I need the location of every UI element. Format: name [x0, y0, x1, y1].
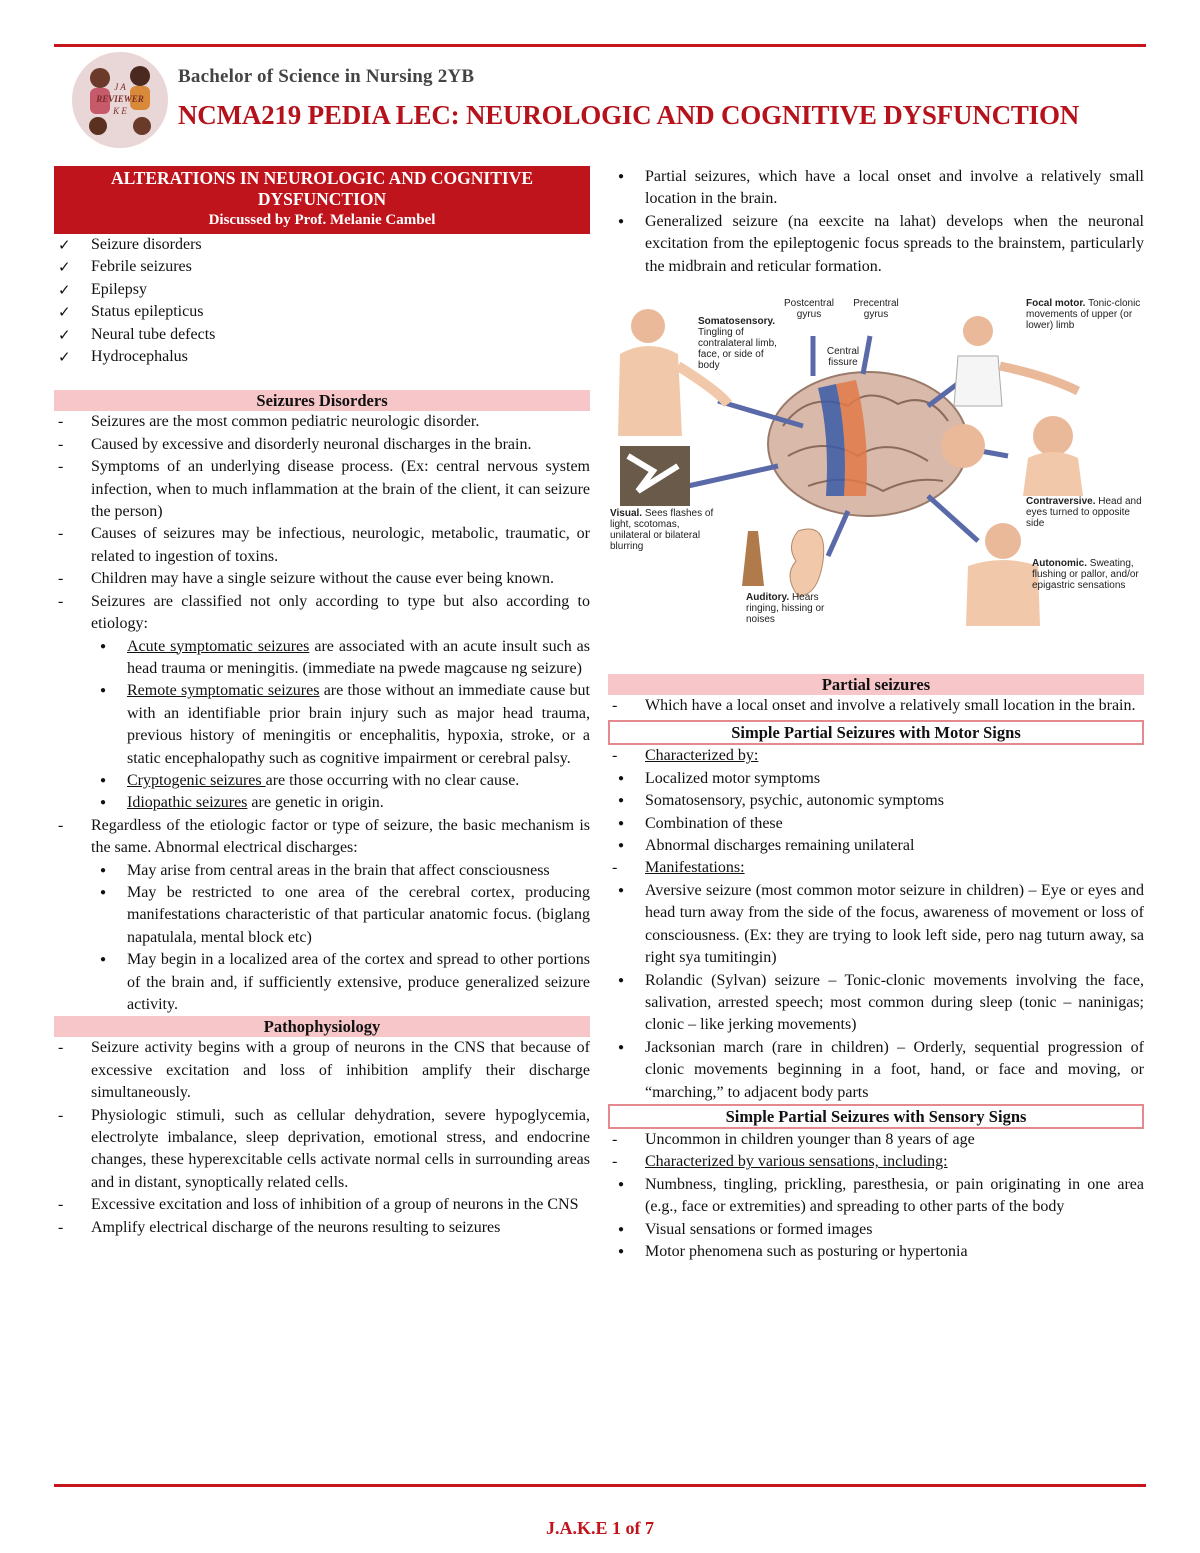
right-column	[608, 166, 1144, 1263]
auditory-title: Auditory.	[746, 592, 790, 604]
char-item: ● Abnormal discharges remaining unilateral	[608, 835, 1144, 857]
autonomic-desc: Sweating, flushing or pallor, and/or epigastric sensations	[1032, 558, 1139, 592]
alterations-title: ALTERATIONS IN NEUROLOGIC AND COGNITIVE DYSFUNCTION	[110, 168, 534, 209]
central-fissure-label: Central fissure	[826, 346, 860, 369]
manifestations-list	[608, 857, 1144, 879]
regardless-list	[54, 815, 590, 860]
page-footer: J.A.K.E 1 of 7	[546, 1518, 654, 1538]
sd-item: - Children may have a single seizure without the cause ever being known.	[54, 568, 590, 590]
etiology-list	[90, 636, 590, 815]
discussed-by: Discussed by Prof. Melanie Cambel	[208, 212, 436, 228]
autonomic-title: Autonomic.	[1032, 558, 1087, 570]
patho-item: - Excessive excitation and loss of inhibition of a group of neurons in the CNS	[54, 1194, 590, 1216]
focal-motor-label	[1026, 298, 1146, 331]
characterized-item	[608, 745, 1144, 767]
auditory-label	[746, 592, 842, 625]
logo-text-1: J A	[114, 82, 126, 92]
sd-item: - Symptoms of an underlying disease process. (Ex: central nervous system infection, when to much inflammation at the brain of the client, it can seizure the person)	[54, 456, 590, 523]
manifestations-label: Manifestations:	[645, 859, 745, 877]
auditory-desc: Hears ringing, hissing or noises	[746, 592, 825, 626]
partial-list	[608, 695, 1144, 717]
left-column	[54, 166, 590, 1239]
sensory-list	[608, 1129, 1144, 1174]
partial-seizures-heading: Partial seizures	[608, 674, 1144, 695]
etiology-term: Idiopathic seizures	[127, 794, 248, 812]
motor-signs-heading: Simple Partial Seizures with Motor Signs	[608, 720, 1144, 745]
seizures-disorders-heading: Seizures Disorders	[54, 390, 590, 411]
precentral-label: Precentral gyrus	[853, 298, 899, 321]
course-subtitle: Bachelor of Science in Nursing 2YB	[178, 66, 475, 87]
etiology-text: are genetic in origin.	[247, 794, 384, 812]
char-item: ● Somatosensory, psychic, autonomic symptoms	[608, 790, 1144, 812]
etiology-text: are associated with an acute insult such as head trauma or meningitis. (immediate na pwede magcause ng seizure)	[127, 637, 591, 677]
intro-item: ● Partial seizures, which have a local onset and involve a relatively small location in the brain.	[608, 166, 1144, 211]
topic-item: ✓ Hydrocephalus	[54, 346, 590, 368]
pathophysiology-list	[54, 1037, 590, 1239]
topic-item: ✓ Febrile seizures	[54, 256, 590, 278]
sensory-item: ● Motor phenomena such as posturing or hypertonia	[608, 1241, 1144, 1263]
etiology-text: are those without an immediate cause but with an identifiable prior brain injury such as major head trauma, previous history of meningitis or encephalitis, hypoxia, stroke, or a static encephalopathy such as cognitive impairment or cerebral palsy.	[127, 682, 590, 767]
etiology-item	[90, 792, 590, 814]
postcentral-label: Postcentral gyrus	[783, 298, 835, 321]
logo-text-3: K E	[113, 106, 127, 116]
pathophysiology-heading: Pathophysiology	[54, 1016, 590, 1037]
manif-item: ● Jacksonian march (rare in children) – Orderly, sequential progression of clonic movements beginning in a foot, hand, or face and moving, or “marching,” to adjacent body parts	[608, 1037, 1144, 1104]
focal-motor-desc: Tonic-clonic movements of upper (or lower) limb	[1026, 298, 1141, 332]
manif-items-list	[608, 880, 1144, 1104]
sd-item: - Causes of seizures may be infectious, neurologic, metabolic, traumatic, or related to ingestion of toxins.	[54, 523, 590, 568]
alterations-box	[54, 166, 590, 234]
discharge-item: ● May begin in a localized area of the cortex and spread to other portions of the brain and, if sufficiently extensive, produce generalized seizure activity.	[90, 949, 590, 1016]
contraversive-desc: Head and eyes turned to opposite side	[1026, 496, 1142, 530]
sensory-item: ● Visual sensations or formed images	[608, 1219, 1144, 1241]
char-various-item	[608, 1151, 1144, 1173]
manif-item: ● Aversive seizure (most common motor seizure in children) – Eye or eyes and head turn away from the side of the focus, awareness of movement or loss of consciousness. (Ex: they are trying to look left side, pero nag tuturn away, sa right sya tumitingin)	[608, 880, 1144, 970]
somatosensory-desc: Tingling of contralateral limb, face, or side of body	[698, 327, 777, 372]
somatosensory-label	[698, 316, 778, 371]
etiology-item	[90, 770, 590, 792]
etiology-term: Remote symptomatic seizures	[127, 682, 320, 700]
reviewer-logo	[72, 52, 168, 148]
patho-item: - Amplify electrical discharge of the neurons resulting to seizures	[54, 1217, 590, 1239]
topic-item: ✓ Epilepsy	[54, 279, 590, 301]
char-item: ● Combination of these	[608, 813, 1144, 835]
sd-item: - Seizures are classified not only according to type but also according to etiology:	[54, 591, 590, 636]
regardless-item: - Regardless of the etiologic factor or type of seizure, the basic mechanism is the same. Abnormal electrical discharges:	[54, 815, 590, 860]
discharges-list	[90, 860, 590, 1017]
manifestations-item	[608, 857, 1144, 879]
topic-list	[54, 234, 590, 368]
etiology-text: are those occurring with no clear cause.	[265, 771, 520, 789]
motor-char-list	[608, 745, 1144, 767]
patho-item: - Seizure activity begins with a group of neurons in the CNS that because of excessive excitation and loss of inhibition amplify their discharge simultaneously.	[54, 1037, 590, 1104]
logo-text-2: REVIEWER	[96, 94, 144, 104]
characterized-label: Characterized by:	[645, 747, 759, 765]
visual-label	[610, 508, 720, 552]
char-item: ● Localized motor symptoms	[608, 768, 1144, 790]
etiology-term: Cryptogenic seizures	[127, 771, 266, 789]
uncommon-item: - Uncommon in children younger than 8 years of age	[608, 1129, 1144, 1151]
bottom-rule	[54, 1484, 1146, 1487]
somatosensory-title: Somatosensory.	[698, 316, 776, 328]
contraversive-title: Contraversive.	[1026, 496, 1096, 508]
discharge-item: ● May be restricted to one area of the cerebral cortex, producing manifestations characteristic of that particular anatomic focus. (biglang napatulala, mental block etc)	[90, 882, 590, 949]
page-title: NCMA219 PEDIA LEC: NEUROLOGIC AND COGNITIVE DYSFUNCTION	[178, 100, 1080, 130]
manif-item: ● Rolandic (Sylvan) seizure – Tonic-clonic movements involving the face, salivation, arrested speech; most common during sleep (tonic – naninigas; clonic – like jerking movements)	[608, 970, 1144, 1037]
partial-item: - Which have a local onset and involve a relatively small location in the brain.	[608, 695, 1144, 717]
topic-item: ✓ Seizure disorders	[54, 234, 590, 256]
topic-item: ✓ Neural tube defects	[54, 324, 590, 346]
etiology-term: Acute symptomatic seizures	[127, 637, 310, 655]
seizure-brain-figure	[608, 296, 1148, 638]
seizures-disorders-list	[54, 411, 590, 635]
sensory-item: ● Numbness, tingling, prickling, paresthesia, or pain originating in one area (e.g., face or extremities) and spreading to other parts of the body	[608, 1174, 1144, 1219]
etiology-item	[90, 636, 590, 681]
visual-desc: Sees flashes of light, scotomas, unilateral or bilateral blurring	[610, 508, 714, 553]
etiology-item	[90, 680, 590, 770]
visual-title: Visual.	[610, 508, 643, 520]
contraversive-label	[1026, 496, 1146, 529]
char-various-label: Characterized by various sensations, including:	[645, 1153, 948, 1171]
intro-item: ● Generalized seizure (na eexcite na lahat) develops when the neuronal excitation from the epileptogenic focus spreads to the brainstem, particularly the midbrain and reticular formation.	[608, 211, 1144, 278]
top-rule	[54, 44, 1146, 47]
char-items-list	[608, 768, 1144, 858]
sensory-signs-heading: Simple Partial Seizures with Sensory Signs	[608, 1104, 1144, 1129]
intro-list	[608, 166, 1144, 278]
sd-item: - Caused by excessive and disorderly neuronal discharges in the brain.	[54, 434, 590, 456]
autonomic-label	[1032, 558, 1146, 591]
topic-item: ✓ Status epilepticus	[54, 301, 590, 323]
sensory-items-list	[608, 1174, 1144, 1264]
discharge-item: ● May arise from central areas in the brain that affect consciousness	[90, 860, 590, 882]
patho-item: - Physiologic stimuli, such as cellular dehydration, severe hypoglycemia, electrolyte imbalance, sleep deprivation, emotional stress, and endocrine changes, these hyperexcitable cells activate normal cells in surrounding areas and in distant, synoptically related cells.	[54, 1105, 590, 1195]
sd-item: - Seizures are the most common pediatric neurologic disorder.	[54, 411, 590, 433]
focal-motor-title: Focal motor.	[1026, 298, 1086, 310]
